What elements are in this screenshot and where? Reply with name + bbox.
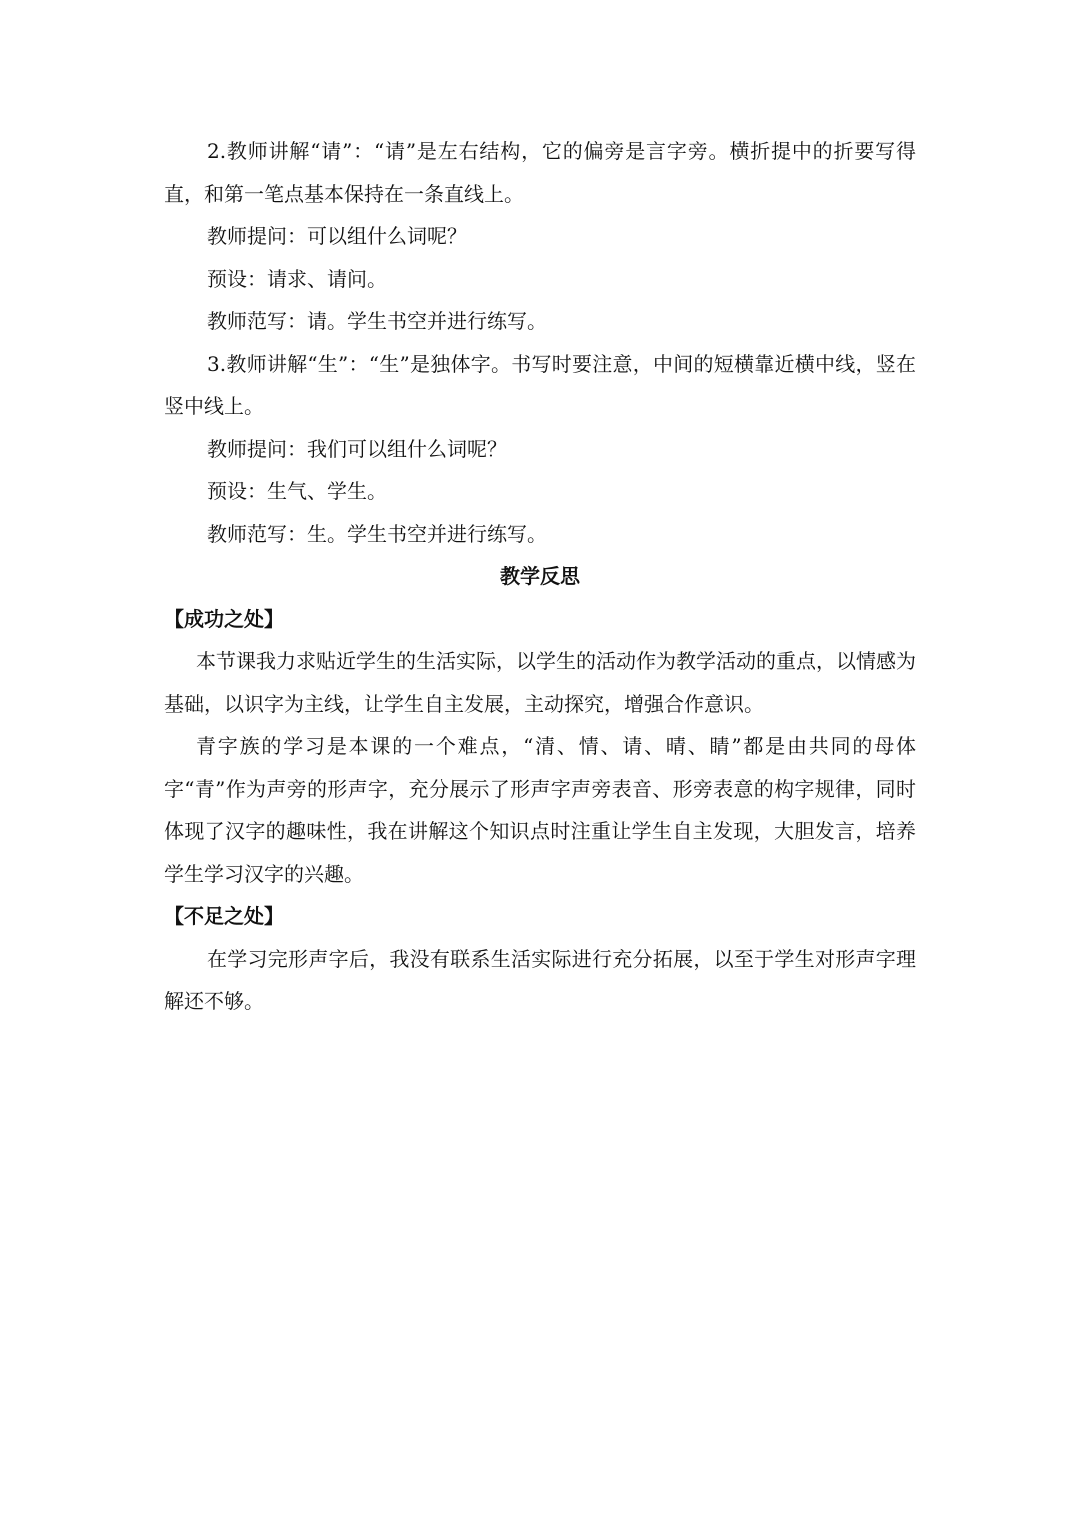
lesson-paragraph-5: 3.教师讲解“生”：“生”是独体字。书写时要注意，中间的短横靠近横中线，竖在竖中线上。 bbox=[164, 351, 916, 418]
lesson-paragraph-1: 2.教师讲解“请”：“请”是左右结构，它的偏旁是言字旁。横折提中的折要写得直，和第一笔点基本保持在一条直线上。 bbox=[164, 139, 916, 206]
lesson-paragraph-2: 教师提问：可以组什么词呢？ bbox=[207, 224, 467, 248]
lesson-paragraph-6: 教师提问：我们可以组什么词呢？ bbox=[207, 436, 507, 461]
shortcoming-heading: 【不足之处】 bbox=[164, 904, 284, 928]
success-heading: 【成功之处】 bbox=[164, 606, 284, 631]
success-paragraph-1: 本节课我力求贴近学生的生活实际，以学生的活动作为教学活动的重点，以情感为基础，以识字为主线，让学生自主发展，主动探究，增强合作意识。 bbox=[164, 649, 916, 716]
lesson-paragraph-8: 教师范写：生。学生书空并进行练写。 bbox=[207, 521, 547, 546]
success-paragraph-2: 青字族的学习是本课的一个难点，“清、情、请、晴、睛”都是由共同的母体字“青”作为声旁的形声字，充分展示了形声字声旁表音、形旁表意的构字规律，同时体现了汉字的趣味性，我在讲解这个知识点时注重让学生自主发现，大胆发言，培养学生学习汉字的兴趣。 bbox=[164, 734, 916, 886]
shortcoming-paragraph-1: 在学习完形声字后，我没有联系生活实际进行充分拓展，以至于学生对形声字理解还不够。 bbox=[164, 946, 916, 1013]
lesson-paragraph-4: 教师范写：请。学生书空并进行练写。 bbox=[207, 309, 547, 333]
reflection-title: 教学反思 bbox=[500, 564, 580, 588]
document-page bbox=[164, 130, 916, 1023]
lesson-paragraph-3: 预设：请求、请问。 bbox=[207, 266, 387, 291]
lesson-paragraph-7: 预设：生气、学生。 bbox=[207, 479, 387, 503]
